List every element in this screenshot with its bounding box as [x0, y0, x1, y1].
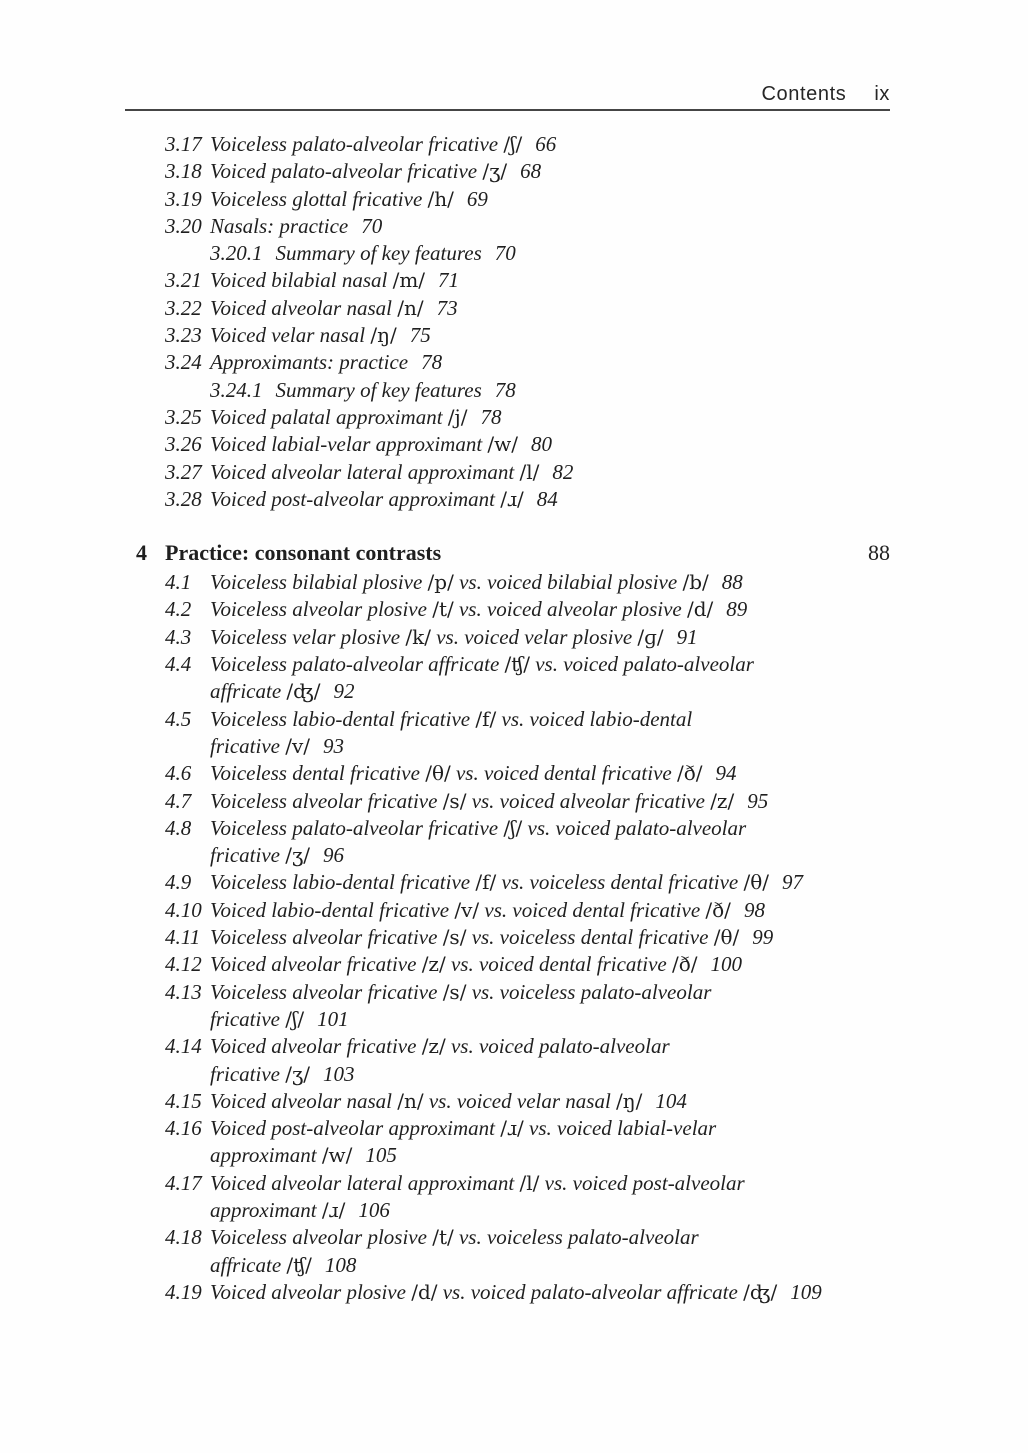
toc-entry: [125, 1279, 890, 1306]
entry-number: 4.6: [165, 761, 192, 786]
toc-entry: [125, 213, 890, 240]
entry-number: 3.27: [165, 459, 202, 484]
phoneme-symbol: /ð/: [677, 761, 703, 786]
entry-page-number: 71: [438, 268, 460, 293]
entry-text-line: Voiced labio-dental fricative /v/ vs. voiced dental fricative /ð/ 98: [210, 897, 765, 922]
entry-page-number: 80: [531, 432, 553, 457]
phoneme-symbol: /n/: [397, 1088, 424, 1113]
phoneme-symbol: /ɹ/: [321, 1197, 346, 1222]
toc-entry: [125, 760, 890, 787]
entry-page-number: 109: [790, 1279, 822, 1304]
phoneme-symbol: /ð/: [705, 897, 731, 922]
entry-text-line: Voiced post-alveolar approximant /ɹ/ vs. voiced labial-velar: [210, 1116, 717, 1141]
phoneme-symbol: /m/: [392, 268, 426, 293]
entry-page-number: 89: [726, 597, 748, 622]
entry-number: 3.23: [165, 323, 202, 348]
entry-number: 4.15: [165, 1088, 202, 1113]
toc-entry: [125, 869, 890, 896]
entry-number: 4.5: [165, 706, 192, 731]
entry-text-line: Voiced alveolar plosive /d/ vs. voiced palato-alveolar affricate /ʤ/ 109: [210, 1279, 822, 1304]
entry-body: [210, 869, 890, 896]
entry-body: [210, 596, 890, 623]
toc-entry: [125, 404, 890, 431]
toc-subentry: [125, 377, 890, 404]
entry-page-number: 78: [480, 404, 502, 429]
entry-page-number: 100: [710, 952, 742, 977]
entry-text-line: Voiceless labio-dental fricative /f/ vs. voiceless dental fricative /θ/ 97: [210, 870, 804, 895]
running-header: [125, 84, 890, 105]
entry-text-line: fricative /ʒ/ 103: [210, 1061, 355, 1086]
running-header-title: Contents: [761, 83, 847, 105]
entry-number: 4.7: [165, 788, 192, 813]
entry-body: [210, 404, 890, 431]
toc-entry: [125, 815, 890, 870]
entry-body: [210, 486, 890, 513]
toc-entry: [125, 651, 890, 706]
entry-number: 3.24.1: [210, 377, 263, 402]
entry-page-number: 66: [535, 132, 557, 156]
entry-page-number: 98: [743, 897, 765, 922]
entry-page-number: 94: [715, 761, 737, 786]
entry-page-number: 106: [358, 1197, 390, 1222]
phoneme-symbol: /ð/: [671, 952, 698, 977]
entry-body: [210, 760, 890, 787]
entry-number: 3.22: [165, 295, 202, 320]
phoneme-symbol: /ʃ/: [503, 815, 523, 840]
entry-text-line: Voiceless dental fricative /θ/ vs. voiced dental fricative /ð/ 94: [210, 761, 737, 786]
entry-body: [210, 815, 890, 870]
phoneme-symbol: /θ/: [425, 761, 451, 786]
phoneme-symbol: /ʃ/: [285, 1006, 305, 1031]
phoneme-symbol: /ŋ/: [616, 1088, 643, 1113]
entry-text-line: affricate /ʤ/ 92: [210, 679, 355, 704]
entry-text-line: Voiceless palato-alveolar affricate /ʧ/ vs. voiced palato-alveolar: [210, 652, 754, 677]
phoneme-symbol: /ɹ/: [500, 1116, 524, 1141]
phoneme-symbol: /θ/: [743, 870, 770, 895]
phoneme-symbol: /ʧ/: [504, 652, 530, 677]
phoneme-symbol: /t/: [432, 597, 454, 622]
entry-page-number: 73: [436, 295, 458, 320]
entry-page-number: 84: [536, 486, 558, 511]
entry-body: [210, 213, 890, 240]
phoneme-symbol: /ʒ/: [285, 843, 310, 868]
phoneme-symbol: /ɹ/: [500, 486, 524, 511]
chapter-heading: [125, 539, 890, 567]
entry-number: 4.18: [165, 1225, 202, 1250]
phoneme-symbol: /b/: [682, 570, 709, 595]
entry-text-line: Voiced alveolar fricative /z/ vs. voiced dental fricative /ð/ 100: [210, 952, 742, 977]
entry-body: [210, 377, 890, 404]
entry-text-line: Approximants: practice 78: [210, 350, 443, 375]
toc-entry: [125, 295, 890, 322]
toc-entry: [125, 1033, 890, 1088]
entry-text-line: Voiced alveolar nasal /n/ 73: [210, 295, 458, 320]
entry-number: 3.24: [165, 350, 202, 375]
entry-page-number: 78: [421, 350, 443, 375]
entry-page-number: 96: [323, 843, 344, 868]
entry-body: [210, 131, 890, 158]
phoneme-symbol: /f/: [475, 870, 497, 895]
toc-entry: [125, 459, 890, 486]
entry-number: 3.26: [165, 432, 202, 457]
entry-number: 3.21: [165, 268, 202, 293]
chapter-page-number: 88: [868, 540, 890, 566]
phoneme-symbol: /j/: [447, 404, 468, 429]
chapter-title: Practice: consonant contrasts: [165, 540, 442, 566]
entry-body: [210, 186, 890, 213]
entry-number: 4.8: [165, 815, 192, 840]
entry-text-line: Voiced labial-velar approximant /w/ 80: [210, 432, 553, 457]
phoneme-symbol: /t/: [432, 1225, 454, 1250]
entry-page-number: 75: [409, 323, 431, 348]
entry-number: 4.3: [165, 624, 192, 649]
entry-body: [210, 349, 890, 376]
entry-number: 4.9: [165, 870, 192, 895]
entry-text-line: Voiced bilabial nasal /m/ 71: [210, 268, 460, 293]
phoneme-symbol: /s/: [442, 925, 467, 950]
toc-entry: [125, 267, 890, 294]
toc-entry: [125, 569, 890, 596]
phoneme-symbol: /ʧ/: [286, 1252, 312, 1277]
entry-body: [210, 158, 890, 185]
phoneme-symbol: /θ/: [713, 925, 740, 950]
entry-text-line: Voiceless velar plosive /k/ vs. voiced velar plosive /ɡ/ 91: [210, 624, 698, 649]
entry-body: [210, 924, 890, 951]
entry-page-number: 70: [361, 213, 383, 238]
phoneme-symbol: /l/: [519, 1170, 540, 1195]
phoneme-symbol: /v/: [285, 733, 311, 758]
entry-number: 4.2: [165, 597, 192, 622]
entry-body: [210, 951, 890, 978]
entry-text-line: approximant /ɹ/ 106: [210, 1197, 390, 1222]
phoneme-symbol: /f/: [475, 706, 497, 731]
entry-text-line: Voiceless glottal fricative /h/ 69: [210, 186, 488, 211]
entry-text-line: Voiceless labio-dental fricative /f/ vs. voiced labio-dental: [210, 706, 693, 731]
phoneme-symbol: /d/: [411, 1279, 438, 1304]
toc-entry: [125, 979, 890, 1034]
toc-entry: [125, 624, 890, 651]
toc-entry: [125, 349, 890, 376]
entry-number: 4.1: [165, 570, 192, 595]
toc: [125, 131, 890, 1306]
entry-page-number: 103: [323, 1061, 355, 1086]
phoneme-symbol: /ʤ/: [286, 679, 321, 704]
toc-entry: [125, 1170, 890, 1225]
phoneme-symbol: /l/: [519, 459, 540, 484]
phoneme-symbol: /z/: [710, 788, 735, 813]
entry-page-number: 91: [676, 624, 698, 649]
toc-entry: [125, 951, 890, 978]
phoneme-symbol: /k/: [405, 624, 431, 649]
toc-entry: [125, 788, 890, 815]
chapter-number: 4: [136, 540, 147, 566]
entry-text-line: Voiceless palato-alveolar fricative /ʃ/ 66: [210, 132, 557, 156]
toc-entry: [125, 706, 890, 761]
entry-body: [210, 1115, 890, 1170]
phoneme-symbol: /z/: [421, 1034, 446, 1059]
toc-subentry: [125, 240, 890, 267]
toc-section: [125, 539, 890, 1306]
entry-page-number: 68: [520, 159, 542, 184]
entry-text-line: Voiceless alveolar fricative /s/ vs. voiceless palato-alveolar: [210, 979, 712, 1004]
phoneme-symbol: /ʤ/: [743, 1279, 778, 1304]
entry-body: [210, 1224, 890, 1279]
entry-body: [210, 1279, 890, 1306]
entry-text-line: fricative /v/ 93: [210, 733, 345, 758]
entry-number: 4.19: [165, 1279, 202, 1304]
entry-text-line: approximant /w/ 105: [210, 1143, 397, 1168]
entry-text-line: Nasals: practice 70: [210, 213, 383, 238]
entry-text-line: Voiced palatal approximant /j/ 78: [210, 404, 502, 429]
entry-number: 3.20.1: [210, 241, 263, 266]
entry-page-number: 104: [655, 1088, 687, 1113]
toc-section: [125, 131, 890, 513]
entry-page-number: 69: [466, 186, 488, 211]
entry-text-line: Voiceless alveolar fricative /s/ vs. voiceless dental fricative /θ/ 99: [210, 925, 774, 950]
entry-text-line: Voiced alveolar fricative /z/ vs. voiced palato-alveolar: [210, 1034, 670, 1059]
entry-page-number: 70: [494, 241, 516, 266]
entry-number: 4.10: [165, 897, 202, 922]
entry-body: [210, 1170, 890, 1225]
entry-text-line: Voiced post-alveolar approximant /ɹ/ 84: [210, 486, 558, 511]
entry-number: 4.16: [165, 1116, 202, 1141]
entry-page-number: 78: [494, 377, 516, 402]
entry-number: 4.17: [165, 1170, 202, 1195]
entry-page-number: 97: [782, 870, 804, 895]
toc-entry: [125, 924, 890, 951]
entry-text-line: Voiced alveolar nasal /n/ vs. voiced velar nasal /ŋ/ 104: [210, 1088, 687, 1113]
entry-text-line: Voiced palato-alveolar fricative /ʒ/ 68: [210, 159, 542, 184]
phoneme-symbol: /ŋ/: [370, 323, 397, 348]
phoneme-symbol: /h/: [427, 186, 454, 211]
phoneme-symbol: /n/: [397, 295, 424, 320]
header-rule: [125, 109, 890, 111]
toc-entry: [125, 596, 890, 623]
toc-entry: [125, 186, 890, 213]
phoneme-symbol: /w/: [321, 1143, 353, 1168]
phoneme-symbol: /v/: [454, 897, 480, 922]
entry-body: [210, 240, 890, 267]
phoneme-symbol: /ʒ/: [482, 159, 508, 184]
entry-number: 3.28: [165, 486, 202, 511]
phoneme-symbol: /ʃ/: [503, 132, 523, 156]
entry-page-number: 108: [324, 1252, 357, 1277]
entry-text-line: fricative /ʃ/ 101: [210, 1006, 349, 1031]
entry-number: 4.13: [165, 979, 202, 1004]
toc-entry: [125, 431, 890, 458]
phoneme-symbol: /s/: [442, 979, 467, 1004]
entry-body: [210, 788, 890, 815]
running-header-page-number: ix: [874, 83, 890, 105]
entry-body: [210, 1088, 890, 1115]
entry-body: [210, 897, 890, 924]
phoneme-symbol: /p/: [427, 570, 454, 595]
entry-text-line: Voiceless alveolar plosive /t/ vs. voiced alveolar plosive /d/ 89: [210, 597, 748, 622]
entry-page-number: 105: [365, 1143, 397, 1168]
entry-text-line: Voiceless palato-alveolar fricative /ʃ/ vs. voiced palato-alveolar: [210, 815, 747, 840]
toc-entry: [125, 897, 890, 924]
toc-entry: [125, 158, 890, 185]
entry-body: [210, 651, 890, 706]
entry-body: [210, 459, 890, 486]
page-content: [125, 84, 890, 1306]
entry-body: [210, 322, 890, 349]
phoneme-symbol: /s/: [442, 788, 467, 813]
entry-body: [210, 979, 890, 1034]
entry-number: 4.14: [165, 1034, 202, 1059]
entry-text-line: Voiceless alveolar fricative /s/ vs. voiced alveolar fricative /z/ 95: [210, 788, 769, 813]
entry-number: 3.25: [165, 404, 202, 429]
entry-text-line: Voiceless alveolar plosive /t/ vs. voiceless palato-alveolar: [210, 1225, 699, 1250]
entry-number: 3.18: [165, 159, 202, 184]
phoneme-symbol: /ʒ/: [285, 1061, 310, 1086]
toc-entry: [125, 1224, 890, 1279]
entry-number: 3.19: [165, 186, 202, 211]
entry-page-number: 88: [721, 570, 743, 595]
entry-text-line: Voiced alveolar lateral approximant /l/ 82: [210, 459, 574, 484]
entry-body: [210, 295, 890, 322]
phoneme-symbol: /ɡ/: [637, 624, 664, 649]
entry-text-line: Voiced alveolar lateral approximant /l/ vs. voiced post-alveolar: [210, 1170, 745, 1195]
toc-entry: [125, 486, 890, 513]
entry-number: 4.11: [165, 925, 201, 950]
entry-text-line: 3.20.1 Summary of key features 70: [210, 241, 516, 266]
entry-text-line: 3.24.1 Summary of key features 78: [210, 377, 516, 402]
entry-number: 4.4: [165, 652, 192, 677]
entry-page-number: 93: [323, 733, 345, 758]
entry-text-line: Voiced velar nasal /ŋ/ 75: [210, 323, 431, 348]
entry-page-number: 95: [747, 788, 769, 813]
entry-page-number: 92: [333, 679, 355, 704]
entry-body: [210, 624, 890, 651]
entry-body: [210, 569, 890, 596]
entry-body: [210, 431, 890, 458]
entry-body: [210, 706, 890, 761]
entry-text-line: fricative /ʒ/ 96: [210, 843, 344, 868]
toc-entry: [125, 322, 890, 349]
toc-entry: [125, 1088, 890, 1115]
phoneme-symbol: /d/: [686, 597, 714, 622]
entry-text-line: affricate /ʧ/ 108: [210, 1252, 357, 1277]
toc-entry: [125, 1115, 890, 1170]
entry-number: 4.12: [165, 952, 202, 977]
phoneme-symbol: /w/: [487, 432, 519, 457]
phoneme-symbol: /z/: [421, 952, 446, 977]
entry-number: 3.17: [165, 132, 202, 156]
entry-page-number: 101: [317, 1006, 349, 1031]
entry-body: [210, 1033, 890, 1088]
entry-number: 3.20: [165, 213, 202, 238]
toc-entry: [125, 131, 890, 158]
entry-body: [210, 267, 890, 294]
entry-page-number: 82: [552, 459, 574, 484]
entry-page-number: 99: [752, 925, 774, 950]
entry-text-line: Voiceless bilabial plosive /p/ vs. voiced bilabial plosive /b/ 88: [210, 570, 743, 595]
